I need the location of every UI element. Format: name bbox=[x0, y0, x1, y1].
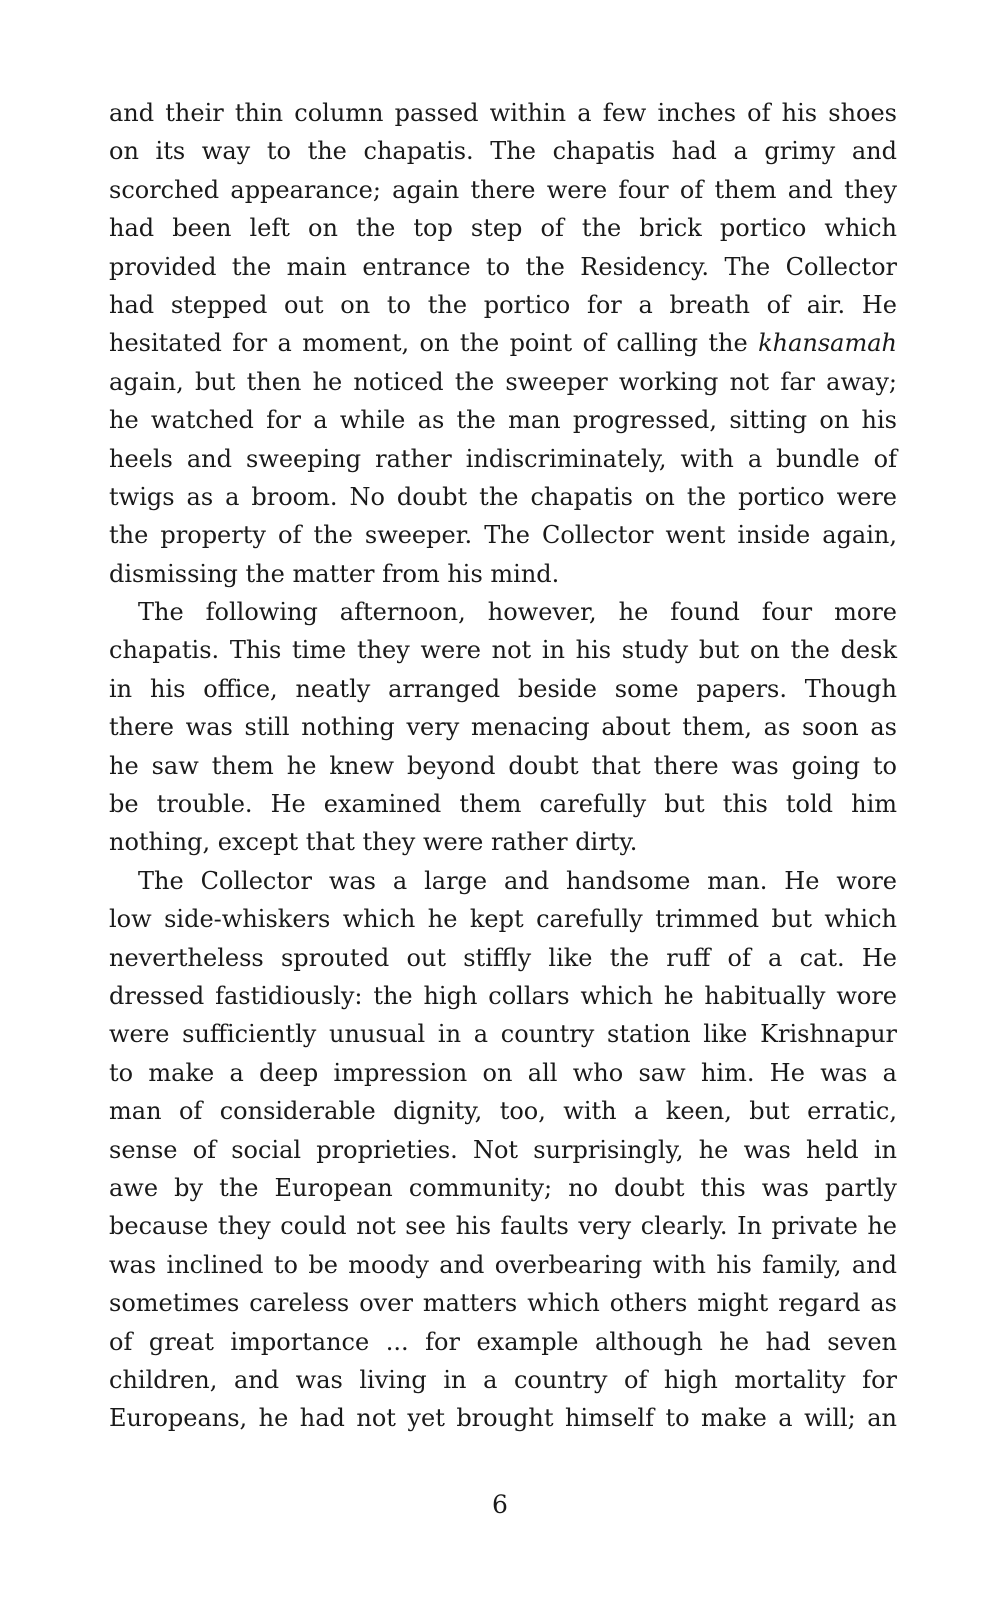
text-line: dismissing the matter from his mind. bbox=[109, 559, 560, 588]
text-line: nevertheless sprouted out stiffly like the ruff of a cat. He bbox=[109, 943, 897, 972]
italic-word: khansamah bbox=[758, 329, 897, 358]
body-text bbox=[109, 94, 897, 1438]
text-line: children, and was living in a country of high mortality for bbox=[109, 1365, 897, 1394]
text-line: was inclined to be moody and overbearing with his family, and bbox=[109, 1250, 897, 1279]
text-line: on its way to the chapatis. The chapatis had a grimy and bbox=[109, 137, 897, 166]
text-line: sometimes careless over matters which others might regard as bbox=[109, 1289, 897, 1318]
text-line: low side-whiskers which he kept carefully trimmed but which bbox=[109, 905, 897, 934]
paragraph bbox=[109, 862, 897, 1438]
text-line: hesitated for a moment, on the point of calling the khansamah bbox=[109, 329, 897, 358]
text-line: because they could not see his faults very clearly. In private he bbox=[109, 1212, 897, 1241]
text-line: there was still nothing very menacing about them, as soon as bbox=[109, 713, 897, 742]
text-line: again, but then he noticed the sweeper working not far away; bbox=[109, 367, 897, 396]
text-line: were sufficiently unusual in a country station like Krishnapur bbox=[109, 1020, 897, 1049]
text-line: the property of the sweeper. The Collector went inside again, bbox=[109, 521, 897, 550]
text-line: to make a deep impression on all who saw him. He was a bbox=[109, 1058, 897, 1087]
page-number: 6 bbox=[492, 1490, 508, 1519]
text-line: dressed fastidiously: the high collars which he habitually wore bbox=[109, 981, 897, 1010]
text-line: twigs as a broom. No doubt the chapatis on the portico were bbox=[109, 482, 897, 511]
text-line: The following afternoon, however, he found four more bbox=[138, 598, 897, 627]
paragraph bbox=[109, 593, 897, 862]
text-line: chapatis. This time they were not in his study but on the desk bbox=[109, 636, 897, 665]
text-line: provided the main entrance to the Residency. The Collector bbox=[109, 252, 897, 281]
text-line: of great importance ... for example although he had seven bbox=[109, 1327, 897, 1356]
text-line: he watched for a while as the man progressed, sitting on his bbox=[109, 406, 897, 435]
text-line: be trouble. He examined them carefully but this told him bbox=[109, 790, 897, 819]
text-line: Europeans, he had not yet brought himself to make a will; an bbox=[109, 1404, 897, 1433]
text-line: had been left on the top step of the brick portico which bbox=[109, 214, 897, 243]
text-line: he saw them he knew beyond doubt that there was going to bbox=[109, 751, 897, 780]
text-line: sense of social proprieties. Not surprisingly, he was held in bbox=[109, 1135, 897, 1164]
text-line: in his office, neatly arranged beside some papers. Though bbox=[109, 674, 897, 703]
text-line: scorched appearance; again there were four of them and they bbox=[109, 175, 897, 204]
text-line: man of considerable dignity, too, with a keen, but erratic, bbox=[109, 1097, 897, 1126]
text-line: had stepped out on to the portico for a breath of air. He bbox=[109, 290, 897, 319]
text-line: The Collector was a large and handsome man. He wore bbox=[138, 866, 897, 895]
text-line: awe by the European community; no doubt this was partly bbox=[109, 1173, 897, 1202]
text-line: heels and sweeping rather indiscriminately, with a bundle of bbox=[109, 444, 897, 473]
text-line: nothing, except that they were rather dirty. bbox=[109, 828, 638, 857]
paragraph bbox=[109, 94, 897, 593]
text-line: and their thin column passed within a few inches of his shoes bbox=[109, 99, 897, 127]
